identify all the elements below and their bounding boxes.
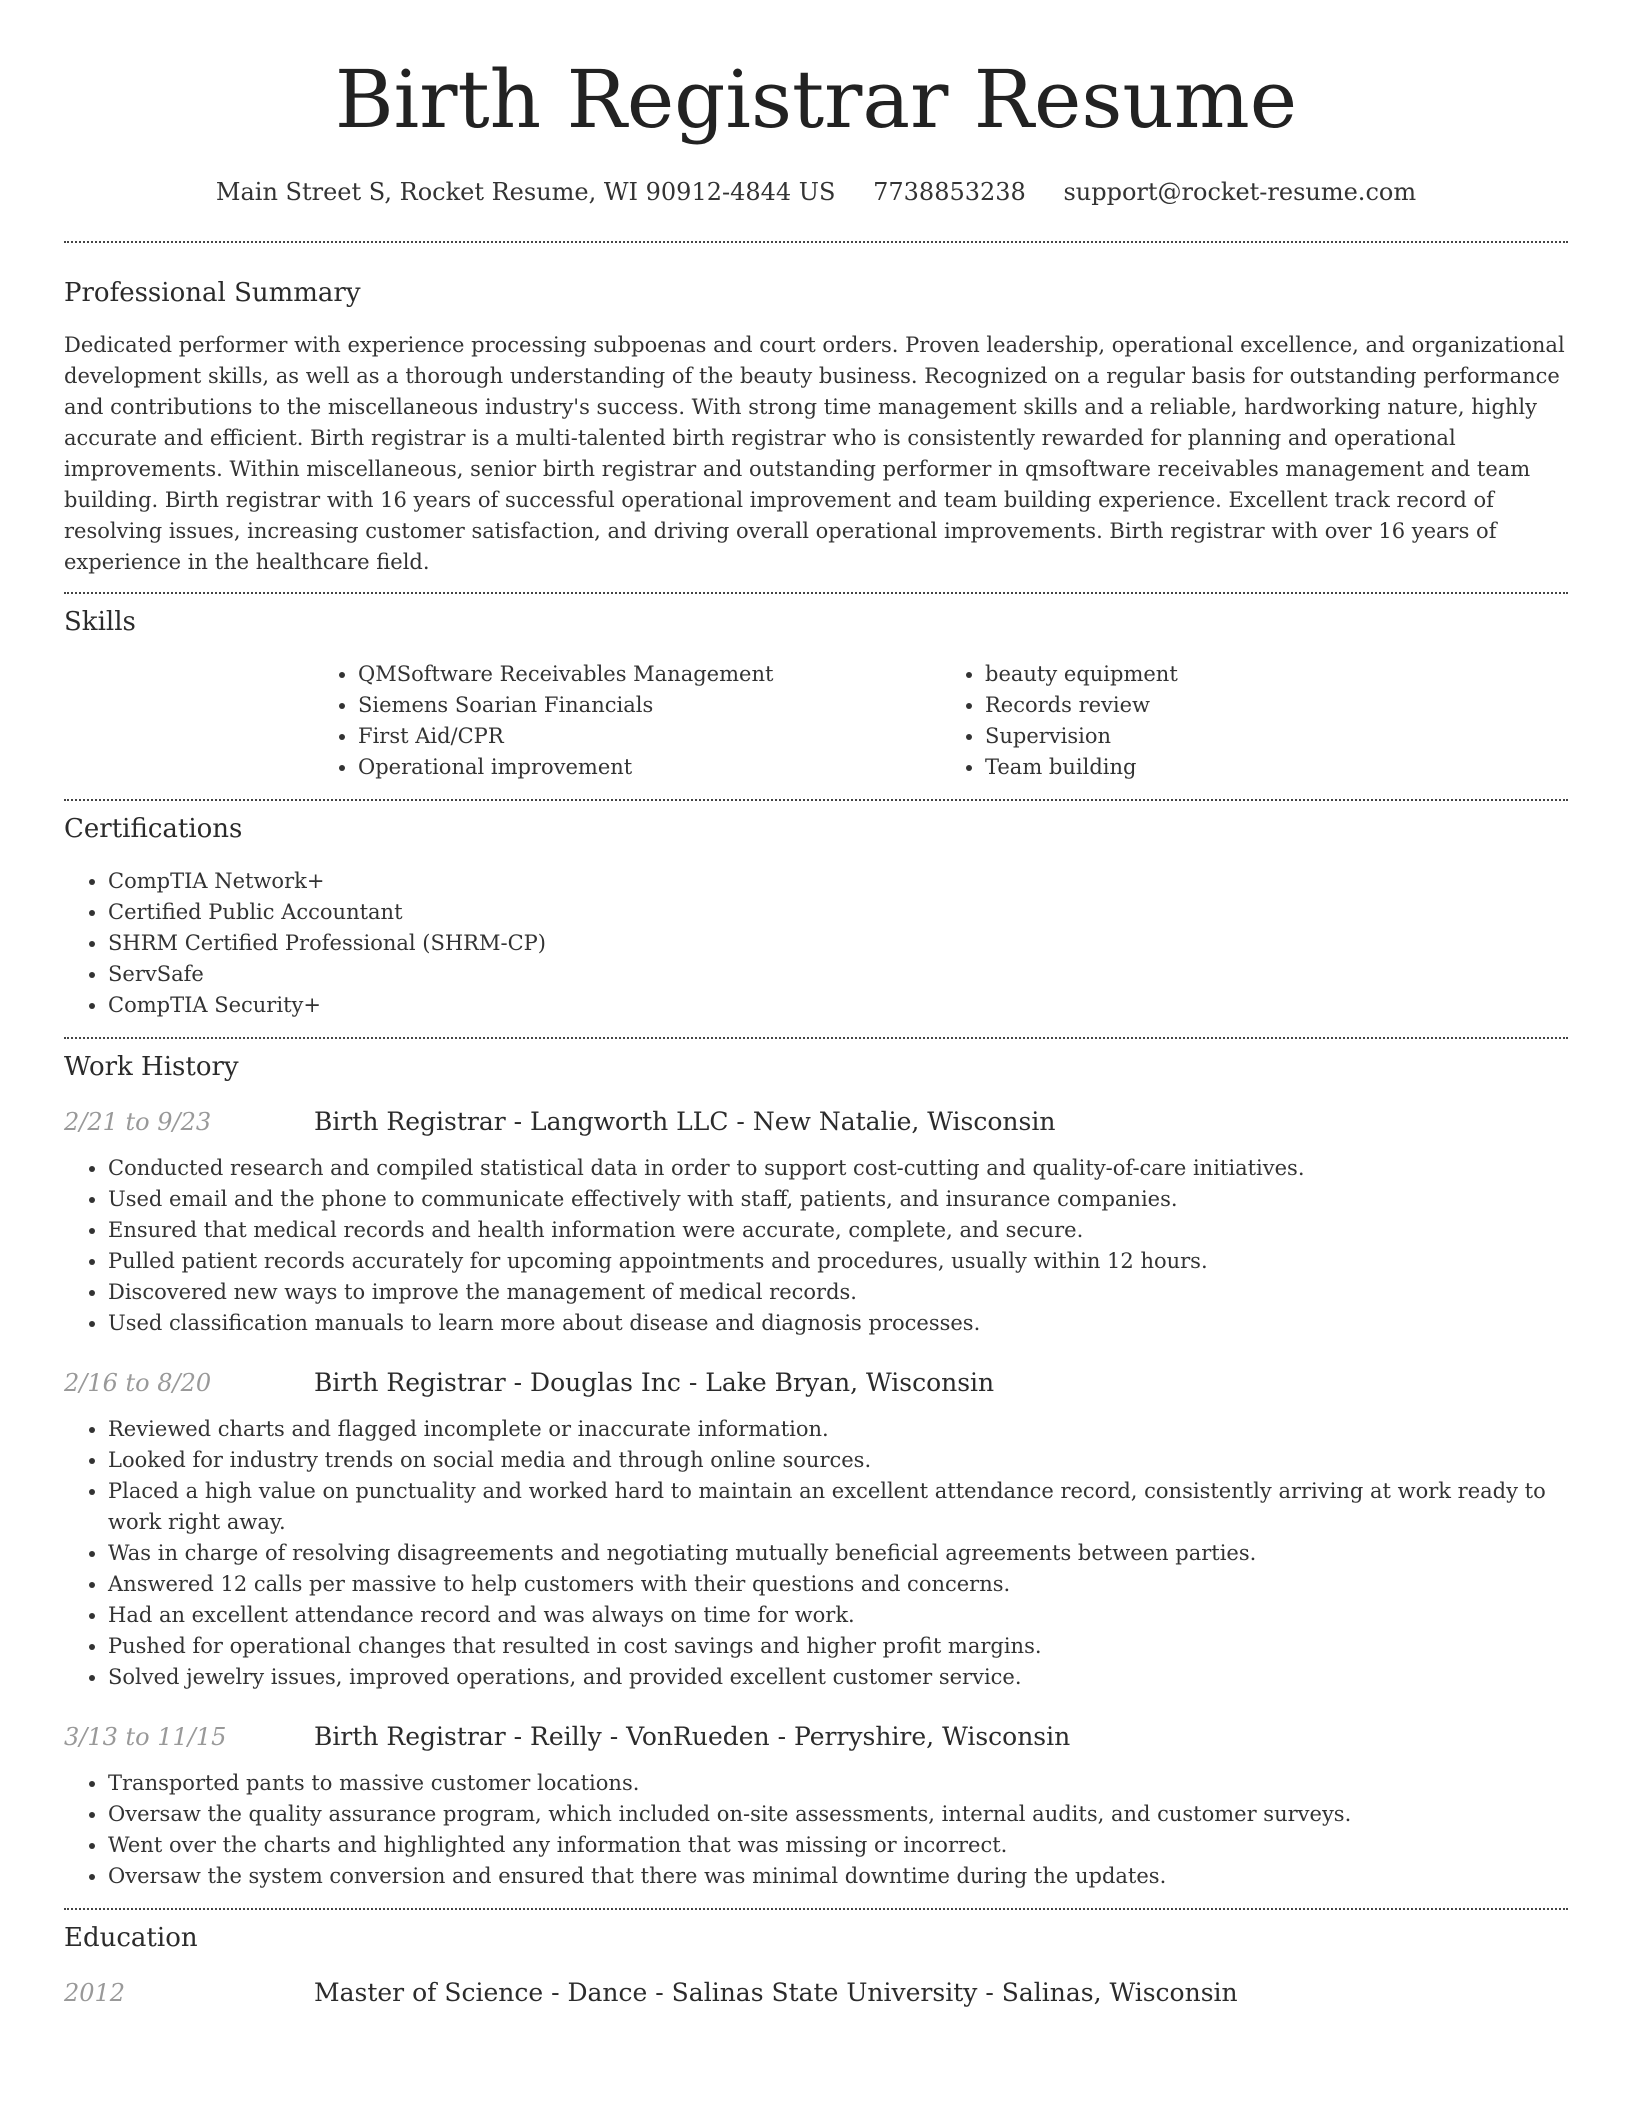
job-bullets	[64, 1153, 1568, 1339]
section-title-education: Education	[64, 1923, 198, 1953]
skill-item: • Records review	[985, 690, 1568, 721]
skill-item: • Siemens Soarian Financials	[358, 690, 941, 721]
contact-line	[64, 176, 1568, 208]
job-bullet: • Placed a high value on punctuality and worked hard to maintain an excellent attendance record, consistently arriving at work ready to work right away.	[108, 1476, 1568, 1538]
job-bullet: • Oversaw the quality assurance program, which included on-site assessments, internal audits, and customer surveys.	[108, 1799, 1568, 1830]
contact-address: Main Street S, Rocket Resume, WI 90912-4844 US	[215, 178, 836, 206]
job-entry	[64, 1105, 1568, 1339]
job-title: Birth Registrar - Douglas Inc - Lake Bryan, Wisconsin	[314, 1368, 995, 1397]
skills-columns	[314, 659, 1568, 783]
education-entry	[64, 1976, 1568, 2010]
job-bullet: • Ensured that medical records and health information were accurate, complete, and secure.	[108, 1215, 1568, 1246]
certification-item: • CompTIA Network+	[108, 866, 1568, 897]
summary-text: Dedicated performer with experience processing subpoenas and court orders. Proven leadership, operational excellence, and organizational development skills, as well as a thorough understanding of the beauty business. Recognized on a regular basis for outstanding performance and contributions to the miscellaneous industry's success. With strong time management skills and a reliable, hardworking nature, highly accurate and efficient. Birth registrar is a multi-talented birth registrar who is consistently rewarded for planning and operational improvements. Within miscellaneous, senior birth registrar and outstanding performer in qmsoftware receivables management and team building. Birth registrar with 16 years of successful operational improvement and team building experience. Excellent track record of resolving issues, increasing customer satisfaction, and driving overall operational improvements. Birth registrar with over 16 years of experience in the healthcare field.	[64, 333, 1565, 574]
job-dates: 3/13 to 11/15	[64, 1723, 227, 1751]
job-bullet: • Used classification manuals to learn more about disease and diagnosis processes.	[108, 1308, 1568, 1339]
certification-item: • ServSafe	[108, 959, 1568, 990]
job-bullet: • Solved jewelry issues, improved operations, and provided excellent customer service.	[108, 1662, 1568, 1693]
job-bullet: • Had an excellent attendance record and was always on time for work.	[108, 1600, 1568, 1631]
education-degree: Master of Science - Dance - Salinas State University - Salinas, Wisconsin	[314, 1978, 1238, 2007]
skill-item: • Team building	[985, 752, 1568, 783]
job-bullet: • Pulled patient records accurately for upcoming appointments and procedures, usually within 12 hours.	[108, 1246, 1568, 1277]
section-title-summary: Professional Summary	[64, 278, 361, 308]
skill-item: • QMSoftware Receivables Management	[358, 659, 941, 690]
skill-item: • Operational improvement	[358, 752, 941, 783]
job-entry	[64, 1366, 1568, 1693]
skills-list-left	[314, 659, 941, 783]
job-dates: 2/16 to 8/20	[64, 1369, 212, 1397]
job-header	[64, 1720, 1568, 1754]
certifications-list	[64, 866, 1568, 1021]
job-bullet: • Transported pants to massive customer locations.	[108, 1768, 1568, 1799]
job-bullet: • Went over the charts and highlighted any information that was missing or incorrect.	[108, 1830, 1568, 1861]
summary-section	[64, 243, 1568, 578]
certifications-section	[64, 801, 1568, 1021]
job-entry	[64, 1720, 1568, 1892]
section-title-certifications: Certifications	[64, 814, 243, 844]
certification-item: • Certified Public Accountant	[108, 897, 1568, 928]
job-bullet: • Reviewed charts and flagged incomplete or inaccurate information.	[108, 1414, 1568, 1445]
job-bullet: • Used email and the phone to communicate effectively with staff, patients, and insurance companies.	[108, 1184, 1568, 1215]
contact-phone: 7738853238	[873, 178, 1026, 206]
job-bullet: • Pushed for operational changes that resulted in cost savings and higher profit margins.	[108, 1631, 1568, 1662]
skill-item: • First Aid/CPR	[358, 721, 941, 752]
section-title-work-history: Work History	[64, 1052, 239, 1082]
education-year: 2012	[64, 1979, 126, 2007]
work-history-section	[64, 1039, 1568, 1892]
job-header	[64, 1105, 1568, 1139]
job-dates: 2/21 to 9/23	[64, 1108, 212, 1136]
education-section	[64, 1910, 1568, 2010]
certification-item: • SHRM Certified Professional (SHRM-CP)	[108, 928, 1568, 959]
job-bullets	[64, 1414, 1568, 1693]
job-title: Birth Registrar - Reilly - VonRueden - Perryshire, Wisconsin	[314, 1722, 1071, 1751]
section-title-skills: Skills	[64, 607, 136, 637]
job-bullet: • Conducted research and compiled statistical data in order to support cost-cutting and quality-of-care initiatives.	[108, 1153, 1568, 1184]
job-bullet: • Oversaw the system conversion and ensured that there was minimal downtime during the updates.	[108, 1861, 1568, 1892]
skills-list-right	[941, 659, 1568, 783]
job-bullet: • Discovered new ways to improve the management of medical records.	[108, 1277, 1568, 1308]
job-bullet: • Answered 12 calls per massive to help customers with their questions and concerns.	[108, 1569, 1568, 1600]
job-bullets	[64, 1768, 1568, 1892]
skill-item: • beauty equipment	[985, 659, 1568, 690]
job-header	[64, 1366, 1568, 1400]
skill-item: • Supervision	[985, 721, 1568, 752]
job-bullet: • Was in charge of resolving disagreements and negotiating mutually beneficial agreements between parties.	[108, 1538, 1568, 1569]
job-title: Birth Registrar - Langworth LLC - New Natalie, Wisconsin	[314, 1107, 1056, 1136]
skills-section	[64, 594, 1568, 783]
contact-email: support@rocket-resume.com	[1063, 178, 1417, 206]
certification-item: • CompTIA Security+	[108, 990, 1568, 1021]
resume-header	[64, 0, 1568, 208]
page-title: Birth Registrar Resume	[334, 53, 1298, 146]
job-bullet: • Looked for industry trends on social media and through online sources.	[108, 1445, 1568, 1476]
